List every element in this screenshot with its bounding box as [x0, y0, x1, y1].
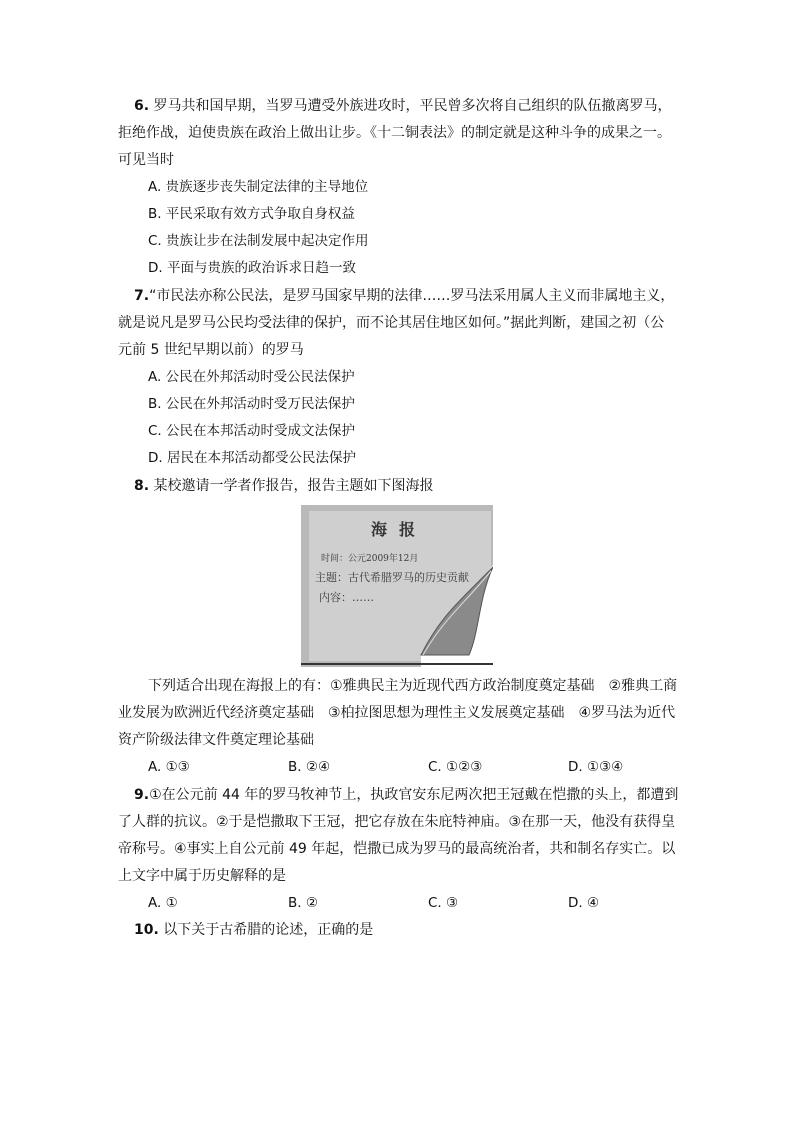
q6-number: 6. — [134, 98, 150, 114]
q6-stem-line-2: 拒绝作战，迫使贵族在政治上做出让步。《十二铜表法》的制定就是这种斗争的成果之一。 — [118, 125, 671, 141]
q9-line-1-text: ①在公元前 44 年的罗马牧神节上，执政官安东尼两次把王冠戴在恺撒的头上，都遭到 — [149, 787, 679, 803]
q9-stem-line-3: 帝称号。④事实上自公元前 49 年起，恺撒已成为罗马的最高统治者，共和制名存实亡。以 — [118, 841, 676, 857]
q7-option-d: D. 居民在本邦活动都受公民法保护 — [148, 450, 356, 466]
poster-bottom-edge — [301, 663, 493, 665]
q9-number: 9. — [134, 787, 150, 803]
q8-number: 8. — [134, 478, 150, 494]
q7-option-b: B. 公民在外邦活动时受万民法保护 — [148, 396, 355, 412]
q8-line-3: 资产阶级法律文件奠定理论基础 — [118, 732, 314, 748]
q6-line-1-text: 罗马共和国早期，当罗马遭受外族进攻时，平民曾多次将自己组织的队伍撤离罗马， — [153, 98, 672, 114]
q8-option-a: A. ①③ — [148, 759, 190, 775]
q10-number: 10. — [134, 922, 159, 938]
q9-stem-line-1 — [134, 785, 678, 805]
q7-stem-line-3: 元前 5 世纪早期以前）的罗马 — [118, 342, 304, 358]
q8-option-b: B. ②④ — [288, 759, 331, 775]
poster-title: 海报 — [371, 520, 428, 539]
q10-stem — [134, 920, 373, 940]
q9-option-d: D. ④ — [568, 895, 600, 911]
q8-stem — [134, 476, 434, 496]
q8-option-d: D. ①③④ — [568, 759, 624, 775]
q9-option-b: B. ② — [288, 895, 318, 911]
q9-stem-line-4: 上文字中属于历史解释的是 — [118, 868, 286, 884]
q6-stem-line-3: 可见当时 — [118, 152, 174, 168]
q8-stem-text: 某校邀请一学者作报告，报告主题如下图海报 — [153, 478, 434, 494]
q7-line-1-text: “市民法亦称公民法，是罗马国家早期的法律……罗马法采用属人主义而非属地主义， — [149, 288, 675, 304]
q7-option-a: A. 公民在外邦活动时受公民法保护 — [148, 369, 355, 385]
q6-stem-line-1 — [134, 96, 672, 116]
poster-curled-corner — [301, 505, 493, 667]
q9-option-c: C. ③ — [428, 895, 459, 911]
q7-stem-line-1 — [134, 286, 674, 306]
q7-stem-line-2: 就是说凡是罗马公民均受法律的保护，而不论其居住地区如何。”据此判断，建国之初（公 — [118, 315, 665, 331]
poster-image — [301, 505, 493, 667]
poster-content: 内容：…… — [319, 591, 374, 604]
q9-option-a: A. ① — [148, 895, 178, 911]
poster-topic: 主题：古代希腊罗马的历史贡献 — [315, 571, 469, 584]
q6-option-c: C. 贵族让步在法制发展中起决定作用 — [148, 233, 369, 249]
q9-stem-line-2: 了人群的抗议。②于是恺撒取下王冠，把它存放在朱庇特神庙。③在那一天，他没有获得皇 — [118, 814, 676, 830]
q6-option-a: A. 贵族逐步丧失制定法律的主导地位 — [148, 179, 369, 195]
q7-number: 7. — [134, 288, 150, 304]
q7-option-c: C. 公民在本邦活动时受成文法保护 — [148, 423, 356, 439]
q8-line-1: 下列适合出现在海报上的有：①雅典民主为近现代西方政治制度奠定基础 ②雅典工商 — [148, 678, 678, 694]
q6-option-b: B. 平民采取有效方式争取自身权益 — [148, 206, 355, 222]
poster-time: 时间：公元2009年12月 — [321, 554, 419, 564]
q6-option-d: D. 平面与贵族的政治诉求日趋一致 — [148, 260, 356, 276]
q8-option-c: C. ①②③ — [428, 759, 483, 775]
q8-line-2: 业发展为欧洲近代经济奠定基础 ③柏拉图思想为理性主义发展奠定基础 ④罗马法为近代 — [118, 705, 676, 721]
q10-stem-text: 以下关于古希腊的论述，正确的是 — [163, 922, 374, 938]
